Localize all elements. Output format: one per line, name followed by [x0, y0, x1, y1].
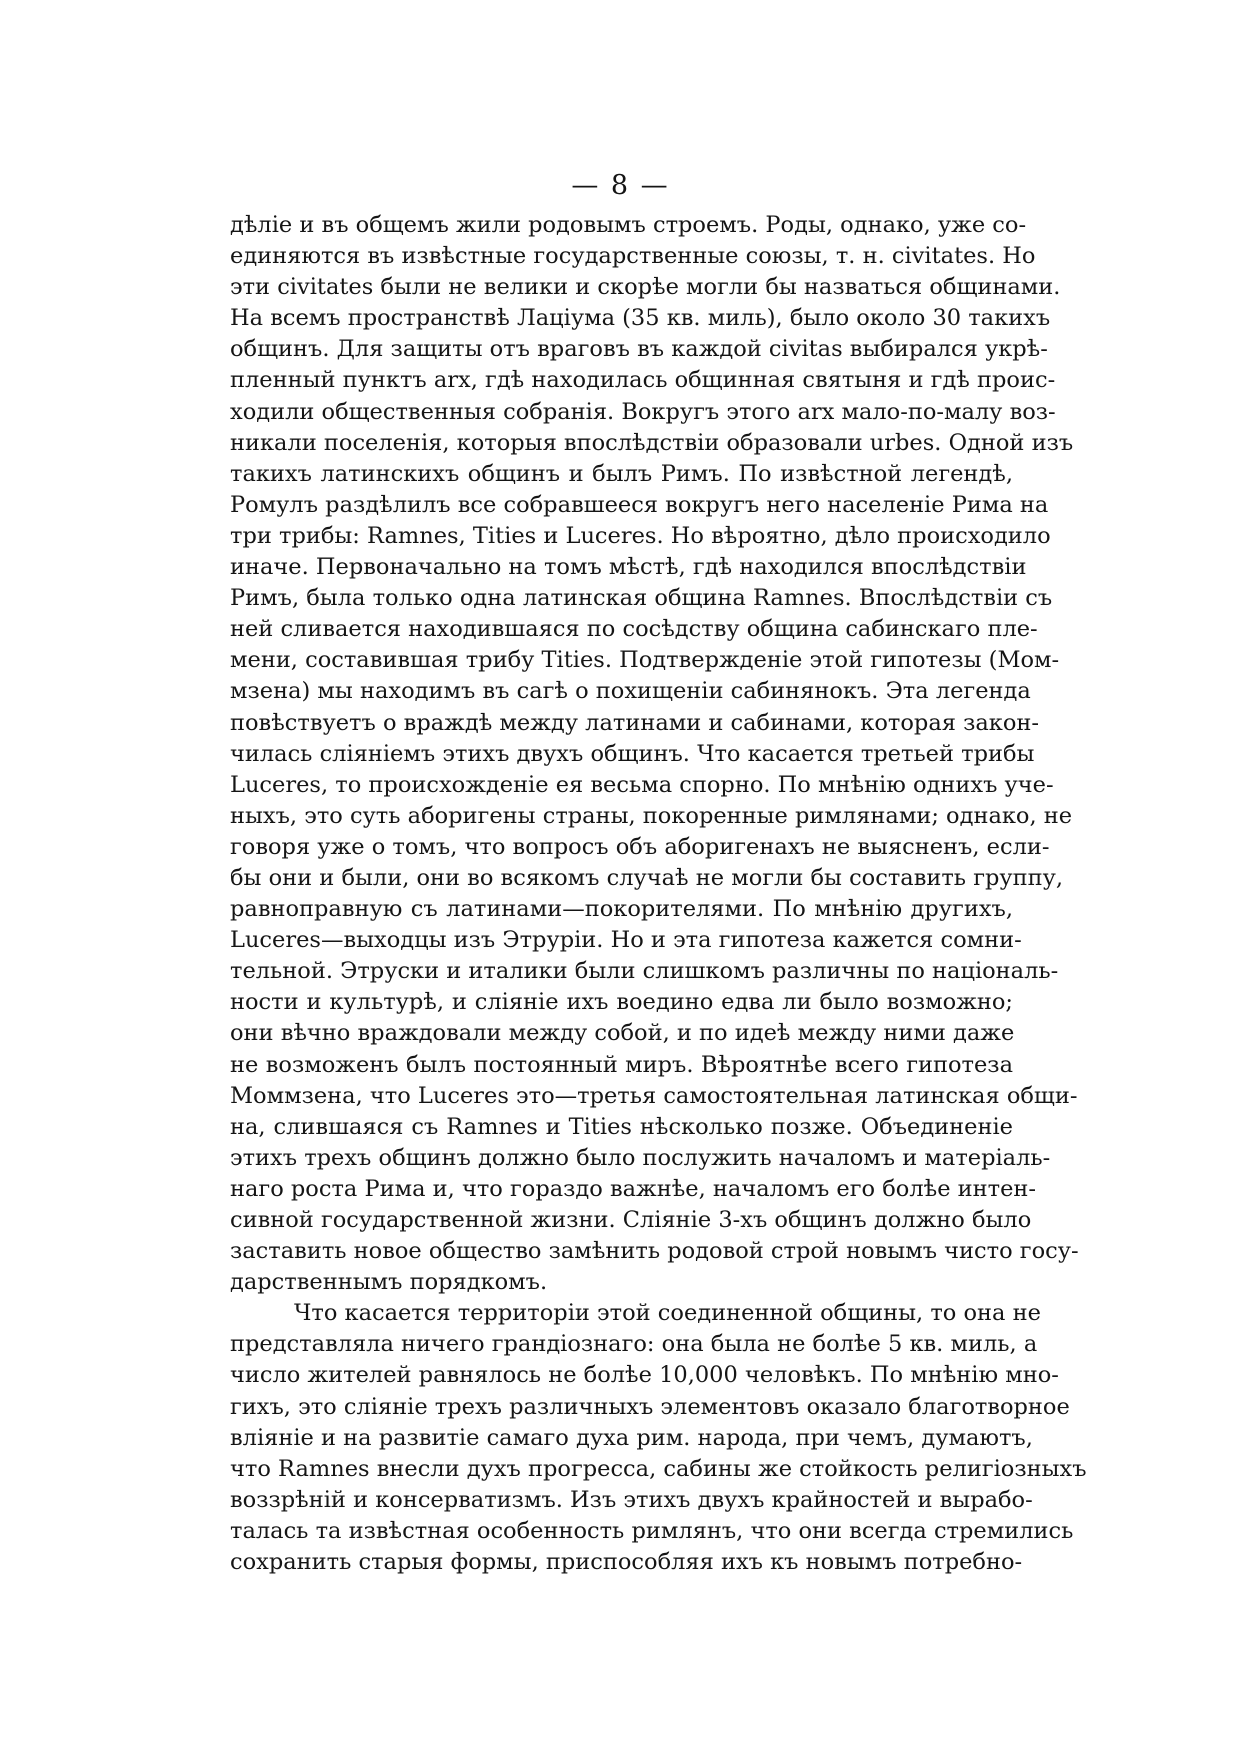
text-line: Luceres—выходцы изъ Этруріи. Но и эта гипотеза кажется сомни-	[230, 927, 1022, 954]
text-line: не возможенъ былъ постоянный миръ. Вѣроятнѣе всего гипотеза	[230, 1051, 1013, 1078]
text-line: бы они и были, они во всякомъ случаѣ не могли бы составить группу,	[230, 864, 1064, 891]
text-line: мзена) мы находимъ въ сагѣ о похищеніи сабинянокъ. Эта легенда	[230, 678, 1031, 705]
text-line: число жителей равнялось не болѣе 10,000 человѣкъ. По мнѣнію мно-	[230, 1362, 1059, 1389]
text-line: никали поселенія, которыя впослѣдствіи образовали urbes. Одной изъ	[230, 429, 1074, 456]
text-line: представляла ничего грандіознаго: она была не болѣе 5 кв. миль, а	[230, 1331, 1038, 1358]
text-line: мени, составившая трибу Tities. Подтвержденіе этой гипотезы (Мом-	[230, 647, 1060, 674]
body-text	[230, 210, 1087, 1578]
text-line: гихъ, это сліяніе трехъ различныхъ элементовъ оказало благотворное	[230, 1393, 1070, 1420]
text-line: они вѣчно враждовали между собой, и по идеѣ между ними даже	[230, 1020, 1015, 1047]
text-line: дарственнымъ порядкомъ.	[230, 1269, 548, 1296]
paragraph-2	[230, 1298, 1087, 1578]
text-line: на, слившаяся съ Ramnes и Tities нѣсколько позже. Объединеніе	[230, 1113, 1013, 1140]
text-line: этихъ трехъ общинъ должно было послужить началомъ и матеріаль-	[230, 1144, 1051, 1171]
text-line: заставить новое общество замѣнить родовой строй новымъ чисто госу-	[230, 1238, 1079, 1265]
text-line: Ромулъ раздѣлилъ все собравшееся вокругъ него населеніе Рима на	[230, 491, 1049, 518]
text-line: пленный пунктъ arx, гдѣ находилась общинная святыня и гдѣ проис-	[230, 367, 1056, 394]
text-line: повѣствуетъ о враждѣ между латинами и сабинами, которая закон-	[230, 709, 1039, 736]
text-line: равноправную съ латинами—покорителями. По мнѣнію другихъ,	[230, 896, 1013, 923]
text-line: чилась сліяніемъ этихъ двухъ общинъ. Что касается третьей трибы	[230, 740, 1035, 767]
paragraph-1	[230, 210, 1079, 1298]
text-line: дѣліе и въ общемъ жили родовымъ строемъ. Роды, однако, уже со-	[230, 212, 1027, 238]
text-line: эти civitates были не велики и скорѣе могли бы назваться общинами.	[230, 274, 1061, 301]
text-line: сивной государственной жизни. Сліяніе 3-хъ общинъ должно было	[230, 1207, 1032, 1233]
text-line: ныхъ, это суть аборигены страны, покоренные римлянами; однако, не	[230, 802, 1073, 829]
text-line: вліяніе и на развитіе самаго духа рим. народа, при чемъ, думаютъ,	[230, 1424, 1033, 1451]
text-line: Luceres, то происхожденіе ея весьма спорно. По мнѣнію однихъ уче-	[230, 771, 1054, 798]
text-line: общинъ. Для защиты отъ враговъ въ каждой civitas выбирался укрѣ-	[230, 336, 1048, 363]
page-number: — 8 —	[571, 170, 670, 201]
text-line: иначе. Первоначально на томъ мѣстѣ, гдѣ находился впослѣдствіи	[230, 554, 1027, 581]
text-line: Что касается территоріи этой соединенной общины, то она не	[294, 1300, 1041, 1327]
text-line: что Ramnes внесли духъ прогресса, сабины же стойкость религіозныхъ	[230, 1455, 1087, 1482]
text-line: Римъ, была только одна латинская община Ramnes. Впослѣдствіи съ	[230, 585, 1053, 612]
text-line: единяются въ извѣстные государственные союзы, т. н. civitates. Но	[230, 243, 1036, 270]
text-line: говоря уже о томъ, что вопросъ объ аборигенахъ не выясненъ, если-	[230, 833, 1050, 860]
text-line: ней сливается находившаяся по сосѣдству община сабинскаго пле-	[230, 616, 1038, 643]
text-line: ходили общественныя собранія. Вокругъ этого arx мало-по-малу воз-	[230, 398, 1056, 425]
text-line: сохранить старыя формы, приспособляя ихъ къ новымъ потребно-	[230, 1549, 1023, 1576]
text-line: Моммзена, что Luceres это—третья самостоятельная латинская общи-	[230, 1082, 1078, 1109]
text-line: На всемъ пространствѣ Лаціума (35 кв. миль), было около 30 такихъ	[230, 305, 1051, 332]
text-line: талась та извѣстная особенность римлянъ, что они всегда стремились	[230, 1517, 1074, 1544]
text-line: ности и культурѣ, и сліяніе ихъ воедино едва ли было возможно;	[230, 989, 1013, 1016]
text-line: три трибы: Ramnes, Tities и Luceres. Но вѣроятно, дѣло происходило	[230, 522, 1051, 549]
text-line: такихъ латинскихъ общинъ и былъ Римъ. По извѣстной легендѣ,	[230, 460, 1013, 487]
text-line: наго роста Рима и, что гораздо важнѣе, началомъ его болѣе интен-	[230, 1175, 1037, 1202]
text-line: воззрѣній и консерватизмъ. Изъ этихъ двухъ крайностей и вырабо-	[230, 1486, 1033, 1513]
text-line: тельной. Этруски и италики были слишкомъ различны по національ-	[230, 958, 1059, 985]
